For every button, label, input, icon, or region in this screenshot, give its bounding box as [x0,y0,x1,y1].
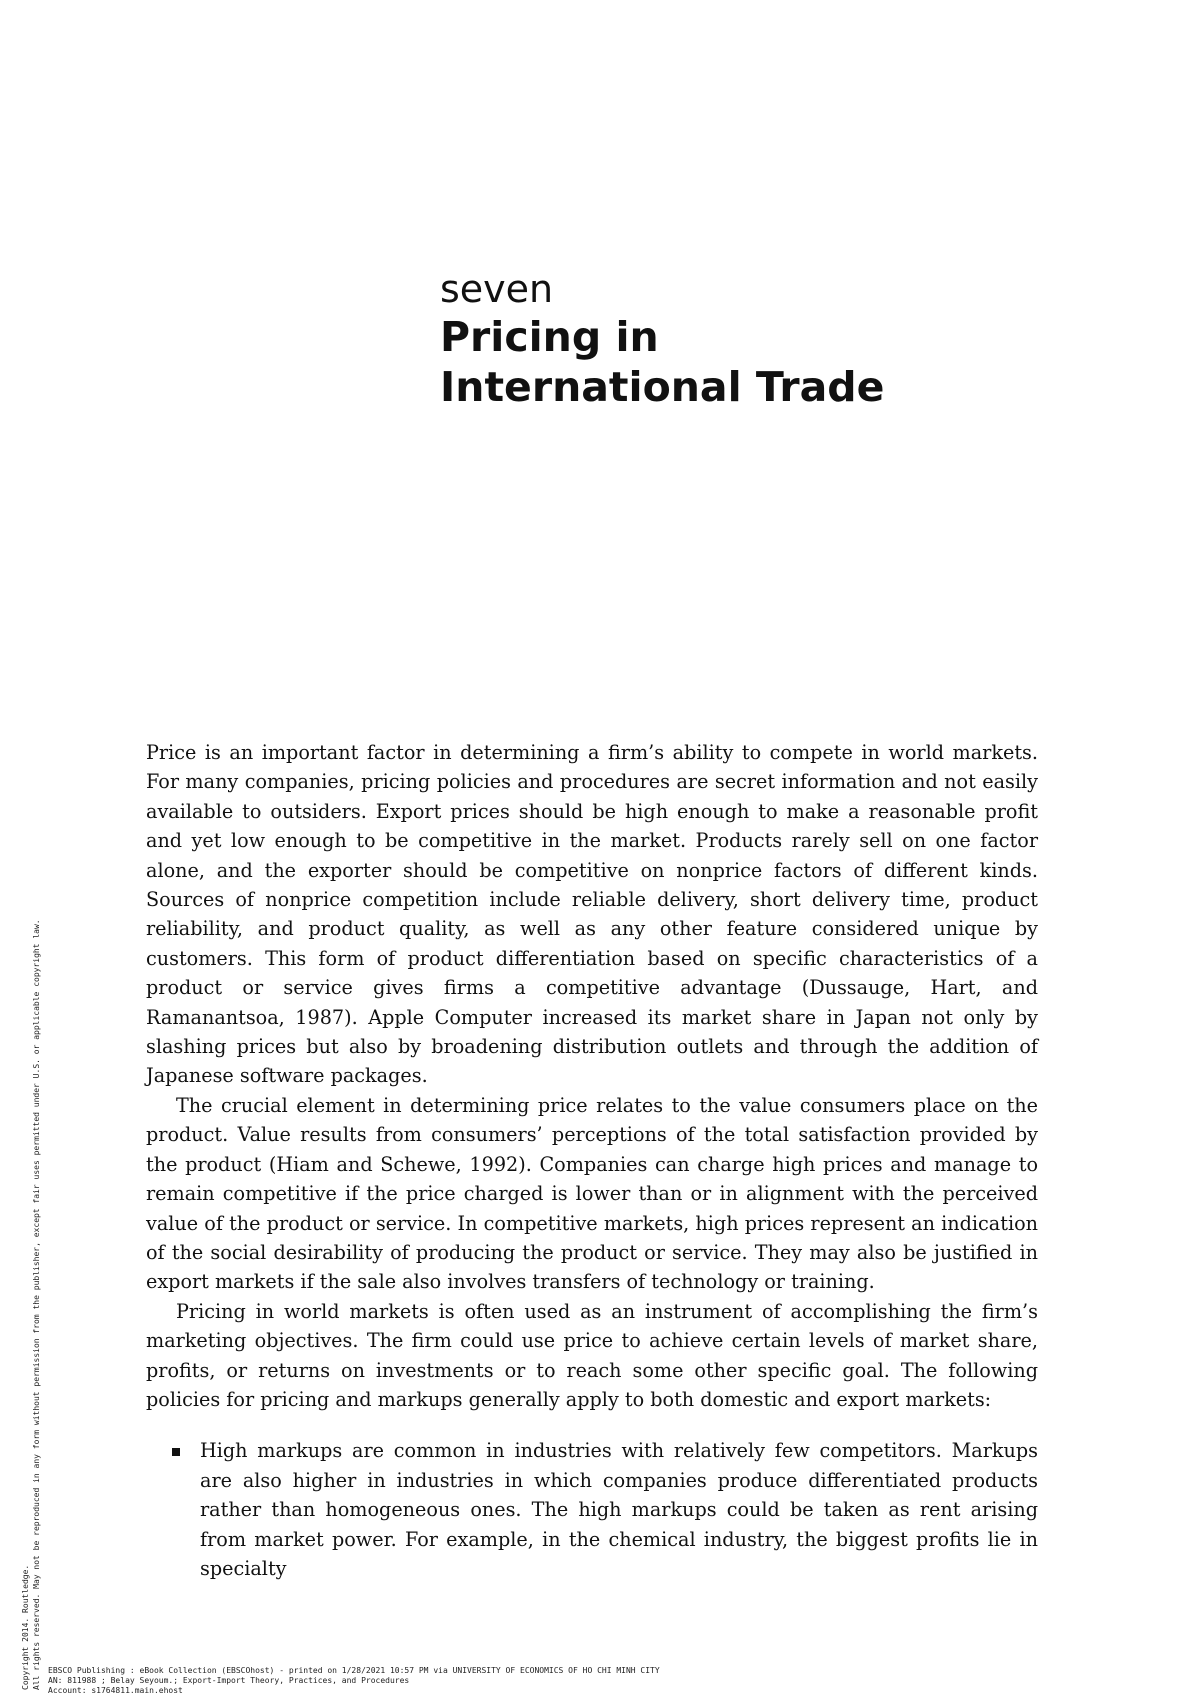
bullet-item [200,1436,1038,1583]
chapter-title-line-1: Pricing in [440,313,659,361]
paragraph-1: Price is an important factor in determining a firm’s ability to compete in world markets. For many companies, pricing policies and procedures are secret information and not easily available to outsiders. Export prices should be high enough to make a reasonable profit and yet low enough to be competitive in the market. Products rarely sell on one factor alone, and the exporter should be competitive on nonprice factors of different kinds. Sources of nonprice competition include reliable delivery, short delivery time, product reliability, and product quality, as well as any other feature considered unique by customers. This form of product differentiation based on specific characteristics of a product or service gives firms a competitive advantage (Dussauge, Hart, and Ramanantsoa, 1987). Apple Computer increased its market share in Japan not only by slashing prices but also by broadening distribution outlets and through the addition of Japanese software packages. [146,741,1038,1088]
footer-line-3: Account: s1764811.main.ehost [48,1686,183,1695]
bullet-list [146,1436,1038,1583]
copyright-line-2: All rights reserved. May not be reproduced in any form without permission from the publisher, except fair uses permitted under U.S. or applicable copyright law. [32,919,41,1690]
footer-line-1: EBSCO Publishing : eBook Collection (EBSCOhost) - printed on 1/28/2021 10:57 PM via UNIVERSITY OF ECONOMICS OF HO CHI MINH CITY [48,1666,660,1675]
footer [48,1666,660,1696]
body-text [146,738,1038,1583]
paragraph-3: Pricing in world markets is often used as an instrument of accomplishing the firm’s marketing objectives. The firm could use price to achieve certain levels of market share, profits, or returns on investments or to reach some other specific goal. The following policies for pricing and markups generally apply to both domestic and export markets: [146,1299,1038,1411]
copyright-notice [20,919,42,1690]
square-bullet-icon [172,1448,180,1456]
bullet-text: High markups are common in industries with relatively few competitors. Markups are also higher in industries in which companies produce differentiated products rather than homogeneous ones. The high markups could be taken as rent arising from market power. For example, in the chemical industry, the biggest profits lie in specialty [200,1439,1038,1580]
copyright-line-1: Copyright 2014. Routledge. [21,1564,30,1690]
paragraph-2: The crucial element in determining price relates to the value consumers place on the product. Value results from consumers’ perceptions of the total satisfaction provided by the product (Hiam and Schewe, 1992). Companies can charge high prices and manage to remain competitive if the price charged is lower than or in alignment with the perceived value of the product or service. In competitive markets, high prices represent an indication of the social desirability of producing the product or service. They may also be justified in export markets if the sale also involves transfers of technology or training. [146,1093,1038,1294]
chapter-title-line-2: International Trade [440,363,885,411]
chapter-heading [440,268,1140,412]
chapter-title [440,312,1140,412]
chapter-number: seven [440,267,554,311]
footer-line-2: AN: 811988 ; Belay Seyoum.; Export-Import Theory, Practices, and Procedures [48,1676,410,1685]
